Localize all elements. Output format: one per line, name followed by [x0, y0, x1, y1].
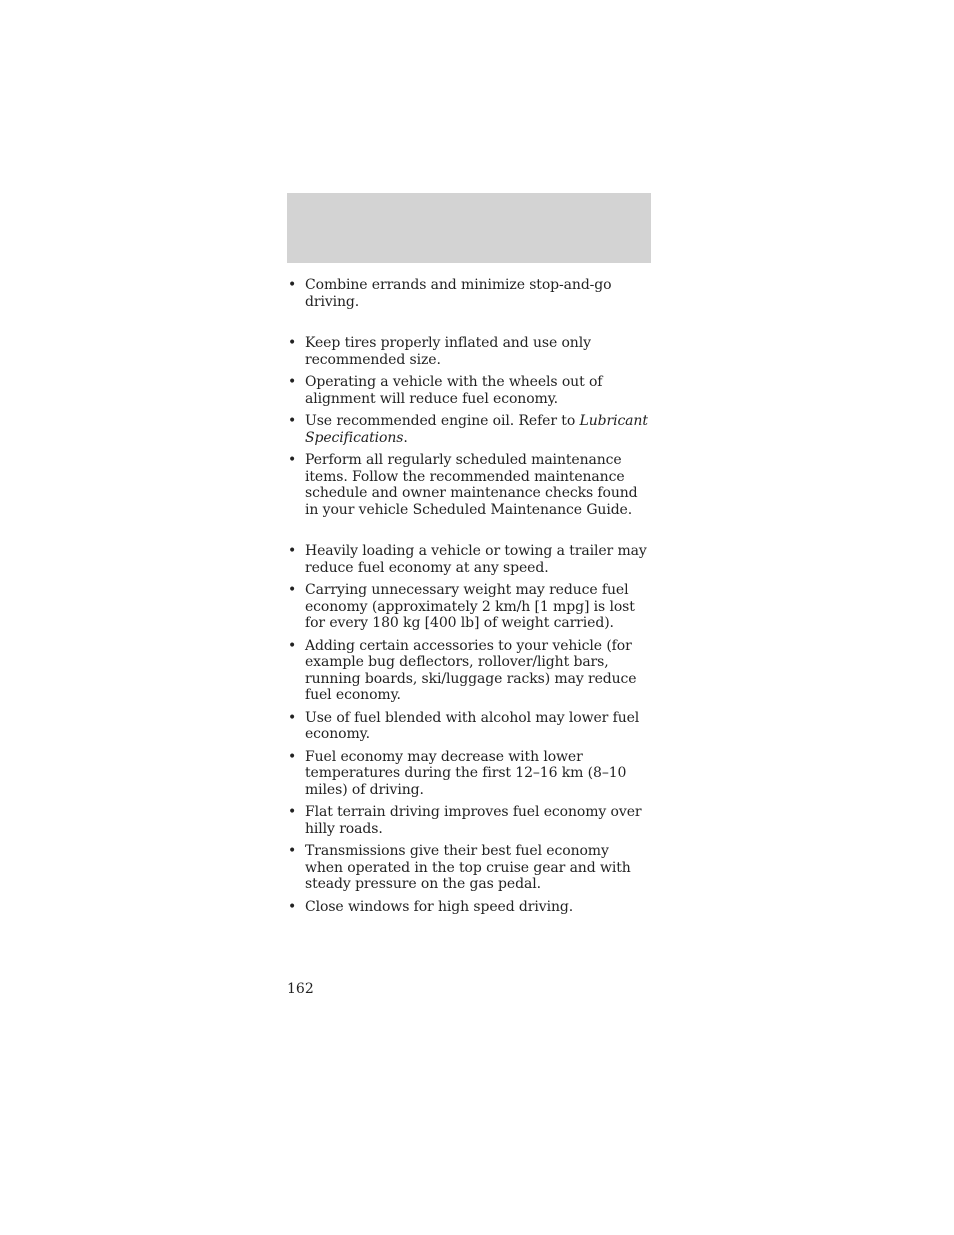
page-number: 162	[287, 981, 314, 997]
list-item: • Fuel economy may decrease with lower temperatures during the first 12–16 km (8–10 miles) of driving.	[288, 748, 627, 798]
list-item: • Adding certain accessories to your vehicle (for example bug deflectors, rollover/light bars, running boards, ski/luggage racks) may reduce fuel economy.	[288, 637, 637, 703]
list-item: • Keep tires properly inflated and use only recommended size.	[288, 335, 591, 368]
bullet-icon: •	[288, 413, 297, 429]
bullet-icon: •	[288, 374, 297, 390]
list-item: • Transmissions give their best fuel economy when operated in the top cruise gear and with steady pressure on the gas pedal.	[288, 843, 631, 892]
list-item: • Perform all regularly scheduled maintenance items. Follow the recommended maintenance schedule and owner maintenance checks found in your vehicle Scheduled Maintenance Guide.	[288, 452, 638, 518]
bullet-icon: •	[288, 637, 297, 654]
page-content	[287, 277, 651, 921]
bullet-icon: •	[288, 582, 297, 598]
bullet-icon: •	[288, 843, 297, 859]
list-item: • Use of fuel blended with alcohol may lower fuel economy.	[288, 709, 640, 742]
list-item: • Combine errands and minimize stop-and-go driving.	[288, 277, 612, 310]
section-header-band	[287, 193, 651, 263]
bullet-icon: •	[288, 748, 297, 765]
bullet-list-1	[287, 277, 651, 310]
bullet-icon: •	[288, 277, 297, 293]
bullet-icon: •	[288, 804, 297, 820]
bullet-icon: •	[288, 452, 297, 468]
lubricant-specifications-reference: Lubricant Specifications	[305, 413, 648, 446]
bullet-list-3	[287, 543, 651, 915]
bullet-icon: •	[288, 543, 297, 559]
bullet-icon: •	[288, 898, 297, 915]
list-item: • Close windows for high speed driving.	[288, 898, 574, 915]
bullet-list-2	[287, 335, 651, 518]
bullet-icon: •	[288, 335, 297, 351]
list-item: • Flat terrain driving improves fuel economy over hilly roads.	[288, 804, 642, 837]
list-item: • Carrying unnecessary weight may reduce fuel economy (approximately 2 km/h [1 mpg] is lost for every 180 kg [400 lb] of weight carried).	[288, 582, 635, 631]
list-item: • Use recommended engine oil. Refer to Lubricant Specifications.	[288, 413, 648, 446]
list-item: • Heavily loading a vehicle or towing a trailer may reduce fuel economy at any speed.	[288, 543, 647, 576]
bullet-icon: •	[288, 709, 297, 726]
list-item: • Operating a vehicle with the wheels out of alignment will reduce fuel economy.	[288, 374, 603, 407]
